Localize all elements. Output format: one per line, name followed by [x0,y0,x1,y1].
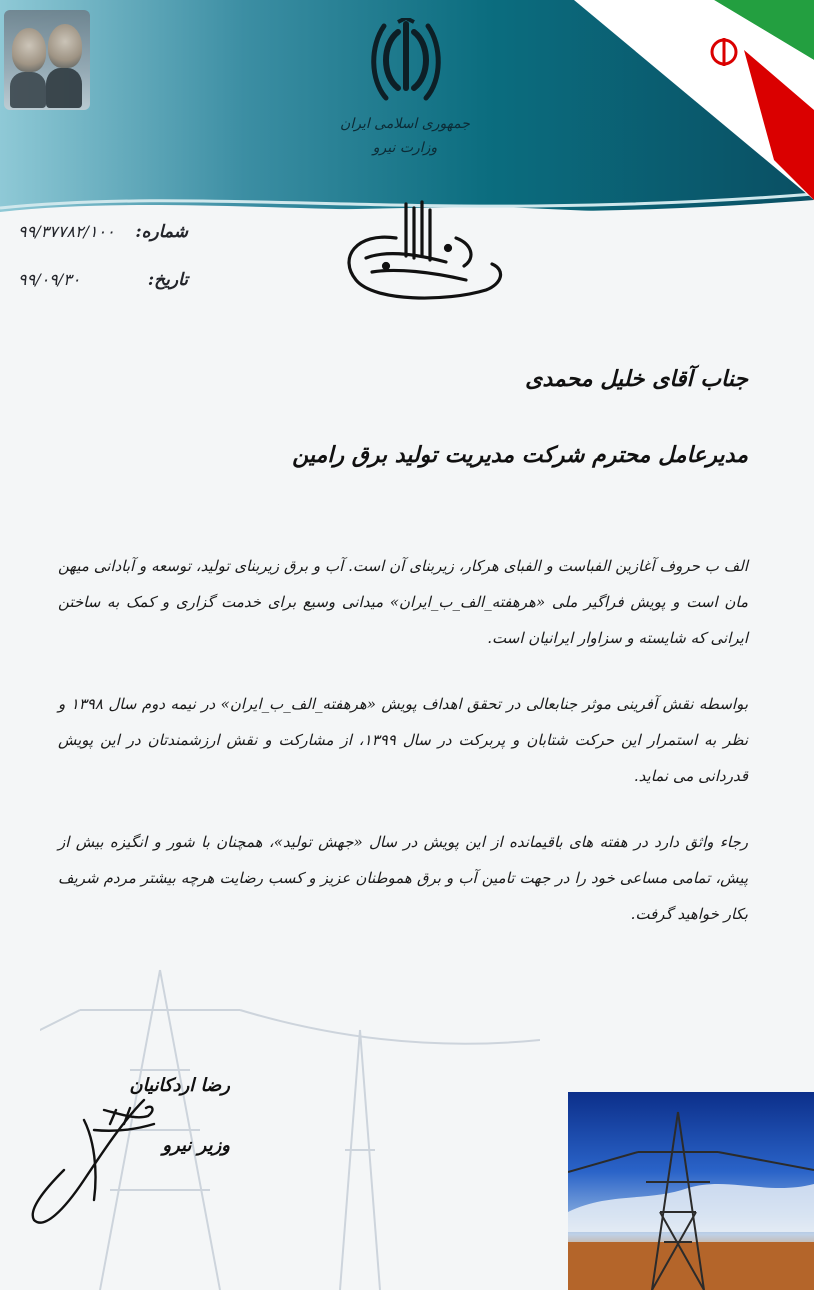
letter-date-label: تاریخ: [147,270,188,290]
signer-title: وزیر نیرو [162,1135,230,1156]
addressee-position: مدیرعامل محترم شرکت مدیریت تولید برق رامین [292,442,748,468]
body-paragraph-3: رجاء واثق دارد در هفته های باقیمانده از این پویش در سال «جهش تولید»، همچنان با شور و انگیزه بیش از پیش، تمامی مساعی خود را در جهت تامین آب و برق هموطنان عزیز و کسب رضایت هرچه بیشتر مردم شریف بکار خواهید گرفت. [58,833,748,923]
signer-name: رضا اردکانیان [129,1075,230,1096]
letter-number-value: ۹۹/۳۷۷۸۲/۱۰۰ [18,222,115,241]
letter-body [58,548,748,962]
body-paragraph-1: الف ب حروف آغازین الفباست و الفبای هرکار، زیربنای آن است. آب و برق زیربنای تولید، توسعه و آبادانی میهن مان است و پویش فراگیر ملی «هرهفته_الف_ب_ایران» میدانی وسیع برای خدمت گزاری و کمک به ساختن ایرانی که شایسته و سزاوار ایرانیان است. [58,557,748,647]
letter-date-value: ۹۹/۰۹/۳۰ [18,270,81,289]
ministry-line-country: جمهوری اسلامی ایران [340,116,470,132]
addressee-name: جناب آقای خلیل محمدی [525,366,748,392]
letter-number [18,222,198,250]
ministry-title [330,112,480,160]
body-paragraph-2: بواسطه نقش آفرینی موثر جنابعالی در تحقق اهداف پویش «هرهفته_الف_ب_ایران» در نیمه دوم سال ۱۳۹۸ و نظر به استمرار این حرکت شتابان و پربرکت در سال ۱۳۹۹، از مشارکت و نقش ارزشمندتان در این پویش قدردانی می نماید. [58,695,749,785]
transmission-tower-photo-icon [568,1092,814,1290]
leaders-portrait-icon [4,10,90,110]
basmala-calligraphy-icon [336,198,508,310]
iran-emblem-icon [368,18,444,106]
letter-number-label: شماره: [135,222,188,242]
ministry-line-ministry: وزارت نیرو [372,140,438,156]
handwritten-signature-icon [24,1080,174,1240]
iran-flag-icon [574,0,814,200]
letter-date [18,270,198,298]
